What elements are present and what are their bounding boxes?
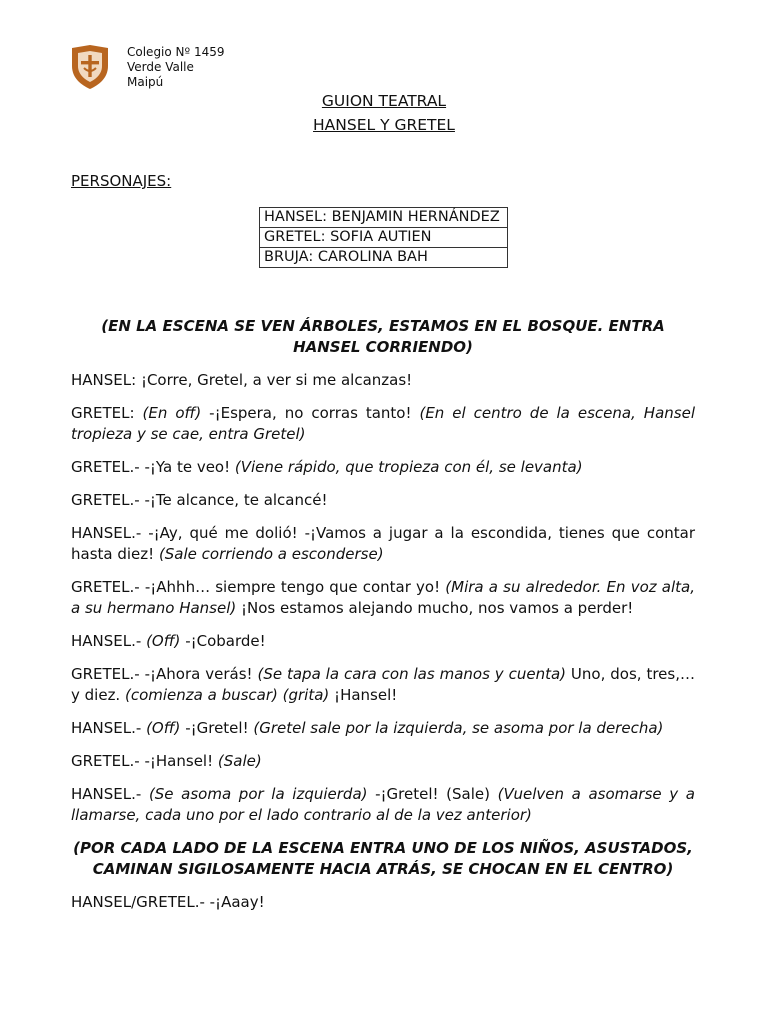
dialogue-text: GRETEL.- -¡Ahhh… siempre tengo que contar yo! [71, 578, 446, 596]
dialogue-text: -¡Gretel! [180, 719, 254, 737]
dialogue-text: GRETEL.- -¡Ahora verás! [71, 665, 258, 683]
stage-note: (Se tapa la cara con las manos y cuenta) [257, 665, 567, 683]
dialogue-line [71, 784, 695, 826]
dialogue-text: GRETEL.- -¡Hansel! [71, 752, 218, 770]
dialogue-line [71, 490, 695, 511]
stage-note: (Sale corriendo a esconderse) [158, 545, 384, 563]
dialogue-line [71, 718, 695, 739]
cast-cell: HANSEL: BENJAMIN HERNÁNDEZ [260, 208, 508, 228]
table-row [260, 248, 508, 268]
script-body [71, 316, 695, 925]
table-row [260, 208, 508, 228]
stage-note: (Off) [146, 632, 181, 650]
school-city: Maipú [127, 75, 164, 89]
dialogue-text: -¡Espera, no corras tanto! [201, 404, 420, 422]
dialogue-text: ¡Hansel! [329, 686, 398, 704]
stage-note: (Sale) [217, 752, 262, 770]
stage-note: (Off) [146, 719, 181, 737]
stage-direction: (EN LA ESCENA SE VEN ÁRBOLES, ESTAMOS EN EL BOSQUE. ENTRA HANSEL CORRIENDO) [101, 317, 665, 356]
dialogue-line [71, 892, 695, 913]
school-name: Colegio Nº 1459 [127, 45, 225, 59]
stage-note: (Viene rápido, que tropieza con él, se levanta) [234, 458, 583, 476]
cast-label: PERSONAJES: [71, 172, 172, 190]
dialogue-line [71, 664, 695, 706]
dialogue-line [71, 577, 695, 619]
dialogue-line [71, 631, 695, 652]
dialogue-text: HANSEL/GRETEL.- -¡Aaay! [71, 893, 265, 911]
cast-table [259, 207, 508, 268]
stage-note: (Se asoma por la izquierda) [148, 785, 368, 803]
dialogue-text: HANSEL.- [71, 719, 147, 737]
cast-cell: GRETEL: SOFIA AUTIEN [260, 228, 508, 248]
document-subtitle: HANSEL Y GRETEL [313, 116, 455, 134]
dialogue-text: GRETEL.- -¡Te alcance, te alcancé! [71, 491, 328, 509]
dialogue-text: GRETEL: [71, 404, 143, 422]
dialogue-text: -¡Gretel! (Sale) [367, 785, 498, 803]
dialogue-text: Uno, dos, tres,… y diez. [71, 665, 695, 704]
stage-note: (En off) [142, 404, 202, 422]
dialogue-line [71, 370, 695, 391]
dialogue-text: HANSEL.- -¡Ay, qué me dolió! -¡Vamos a jugar a la escondida, tienes que contar hasta diez! [71, 524, 695, 563]
dialogue-text: HANSEL.- [71, 785, 149, 803]
stage-direction: (POR CADA LADO DE LA ESCENA ENTRA UNO DE LOS NIÑOS, ASUSTADOS, CAMINAN SIGILOSAMENTE HACIA ATRÁS, SE CHOCAN EN EL CENTRO) [73, 839, 693, 878]
cast-cell: BRUJA: CAROLINA BAH [260, 248, 508, 268]
dialogue-text: HANSEL.- [71, 632, 147, 650]
dialogue-text: -¡Cobarde! [180, 632, 266, 650]
table-row [260, 228, 508, 248]
stage-note: (Mira a su alrededor. En voz alta, a su hermano Hansel) [71, 578, 695, 617]
school-info [127, 45, 225, 90]
dialogue-line [71, 523, 695, 565]
school-place: Verde Valle [127, 60, 194, 74]
dialogue-text: GRETEL.- -¡Ya te veo! [71, 458, 235, 476]
stage-note: (En el centro de la escena, Hansel tropieza y se cae, entra Gretel) [71, 404, 695, 443]
dialogue-text: HANSEL: ¡Corre, Gretel, a ver si me alcanzas! [71, 371, 413, 389]
stage-note: (comienza a buscar) (grita) [124, 686, 330, 704]
document-title: GUION TEATRAL [321, 92, 447, 110]
dialogue-line [71, 457, 695, 478]
school-crest-logo [70, 44, 110, 90]
dialogue-text: ¡Nos estamos alejando mucho, nos vamos a perder! [236, 599, 634, 617]
dialogue-line [71, 403, 695, 445]
stage-note: (Gretel sale por la izquierda, se asoma por la derecha) [253, 719, 664, 737]
dialogue-line [71, 751, 695, 772]
stage-note: (Vuelven a asomarse y a llamarse, cada uno por el lado contrario al de la vez anterior) [71, 785, 695, 824]
